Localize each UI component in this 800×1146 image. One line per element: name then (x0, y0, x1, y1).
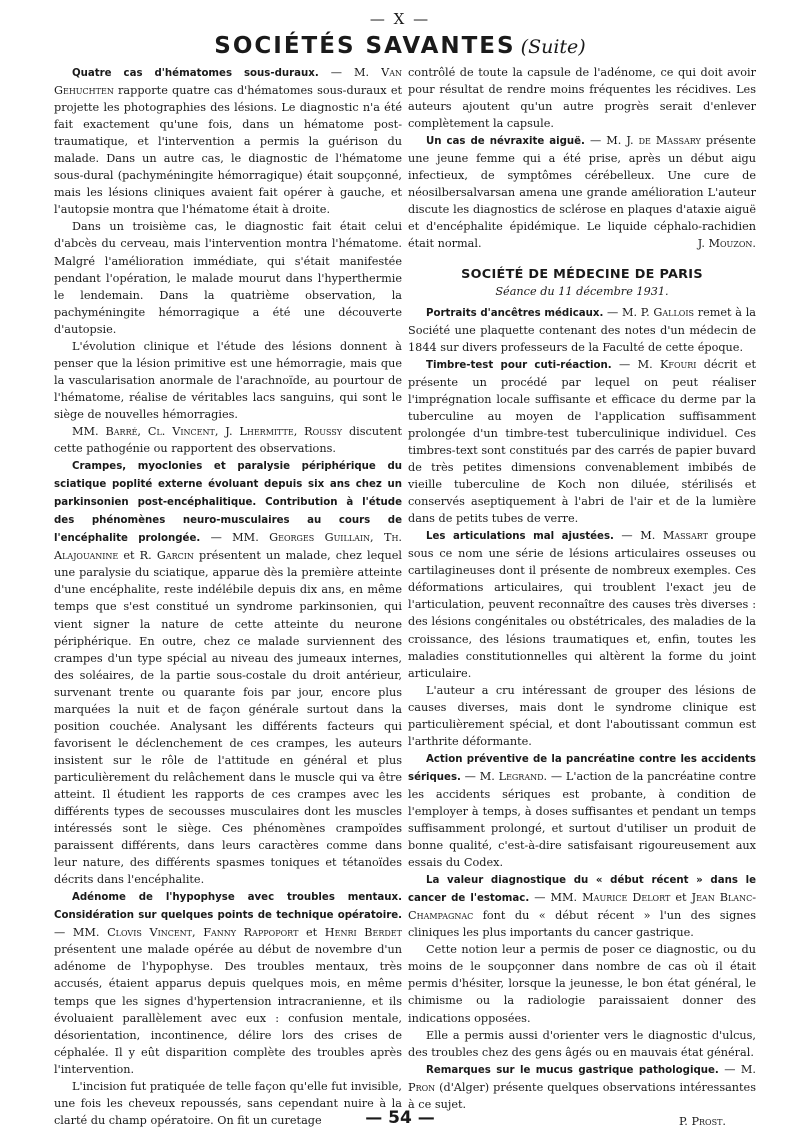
discussant-names: MM. Barré, Cl. Vincent, J. Lhermitte, Roussy (72, 424, 343, 438)
section-title: SOCIÉTÉ DE MÉDECINE DE PARIS (461, 266, 703, 282)
article-mucus: Remarques sur le mucus gastrique pathologique. — M. Pron (d'Alger) présente quelques observations intéressantes à ce sujet. (408, 1062, 756, 1111)
article-crampes: Crampes, myoclonies et paralysie périphérique du sciatique poplité externe évoluant depuis six ans chez un parkinsonien post-encéphalitique. Contribution à l'étude des phénomènes neuro-musculaires au cours de l'encéphalite prolongée. — MM. Georges Guillain, Th. Alajouanine et R. Garcin présentent un malade, chez lequel une paralysie du sciatique, apparue dès la première atteinte d'une encéphalite, reste indélébile depuis dix ans, en même temps que s'est constitué un syndrome parkinsonien, qui vient signer la nature de cette atteinte du neurone périphérique. En outre, chez ce malade surviennent des crampes d'un type spécial au niveau des jumeaux internes, des soléaires, de la partie sous-costale du droit antérieur, survenant trente ou quarante fois par jour, encore plus marquées la nuit et de façon générale surtout dans la position couchée. Analysant les différents facteurs qui favorisent le déclenchement de ces crampes, les auteurs insistent sur le rôle de l'attitude en général et plus particulièrement du relâchement dans le muscle qui va être atteint. Il étudient les rapports de ces crampes avec les différents types de secousses musculaires dont les muscles intéressés sont le siège. Ces phénomènes crampoïdes paraissent différents, dans leurs caractères comme dans leur nature, des différents spasmes toniques et tétanoïdes décrits dans l'encéphalite. (54, 461, 402, 887)
article-debut-recent: La valeur diagnostique du « début récent » dans le cancer de l'estomac. — MM. Maurice Delort et Jean Blanc-Champagnac font du « début récent » l'un des signes cliniques les plus importants du cancer gastrique. (408, 875, 756, 940)
author-name: Garcin (156, 549, 194, 563)
article-adenome: Adénome de l'hypophyse avec troubles mentaux. Considération sur quelques points de technique opératoire. — MM. Clovis Vincent, Fanny Rappoport et Henri Berdet présentent une malade opérée au début de novembre d'un adénome de l'hypophyse. Des troubles mentaux, très accusés, étaient apparus depuis quelques mois, en même temps que les signes d'hypertension intracranienne, et ils évoluaient parallèlement avec eux : confusion mentale, désorientation, incontinence, délire lors des crises de céphalée. Il y eût disparition complète des troubles après l'intervention. (54, 892, 402, 1076)
author-name: Massart (662, 529, 708, 543)
author-name: Gallois (653, 305, 694, 319)
author-name: Legrand (498, 769, 544, 783)
masthead-suite: (Suite) (520, 36, 586, 58)
author-name: Jean Blanc-Champagnac (408, 891, 756, 923)
article-heading: Un cas de névraxite aiguë. (426, 136, 585, 148)
article-heading: Adénome de l'hypophyse avec troubles mentaux. Considération sur quelques points de technique opératoire. (54, 892, 402, 922)
article-heading: Les articulations mal ajustées. (426, 531, 614, 543)
signature: P. Prost. (679, 1114, 726, 1128)
article-heading: Crampes, myoclonies et paralysie périphérique du sciatique poplité externe évoluant depuis six ans chez un parkinsonien post-encéphalitique. Contribution à l'étude des phénomènes neuro-musculaires au cours de l'encéphalite prolongée. (54, 461, 402, 545)
paragraph: Cette notion leur a permis de poser ce diagnostic, ou du moins de le soupçonner dans nombre de cas où il était permis d'hésiter, lorsque la jeunesse, le bon état général, le chimisme ou la radiologie paraissaient donner des indications opposées. (408, 943, 756, 1025)
discussion-paragraph: MM. Barré, Cl. Vincent, J. Lhermitte, Roussy discutent cette pathogénie ou rapportent des observations. (54, 424, 403, 456)
paragraph: Elle a permis aussi d'orienter vers le diagnostic d'ulcus, des troubles chez des gens âgés ou en mauvais état général. (408, 1028, 756, 1059)
article-heading: Action préventive de la pancréatine contre les accidents sériques. (408, 753, 756, 783)
paragraph: L'auteur a cru intéressant de grouper des lésions de causes diverses, mais dont le syndrome clinique est particulièrement spécial, et dont l'aboutissant commun est l'arthrite déformante. (408, 683, 756, 748)
section-date: Séance du 11 décembre 1931. (495, 284, 669, 298)
article-heading: Remarques sur le mucus gastrique pathologique. (426, 1064, 719, 1076)
article-heading: La valeur diagnostique du « début récent » dans le cancer de l'estomac. (408, 875, 756, 905)
signature: J. Mouzon. (697, 237, 756, 251)
continued-paragraph: contrôlé de toute la capsule de l'adénome, ce qui doit avoir pour résultat de rendre moins fréquentes les récidives. Les auteurs ajoutent qu'un autre progrès serait d'enlever complètement la capsule. (408, 66, 756, 131)
article-heading: Timbre-test pour cuti-réaction. (426, 359, 612, 371)
paragraph: Dans un troisième cas, le diagnostic fait était celui d'abcès du cerveau, mais l'intervention montra l'hématome. Malgré l'amélioration immédiate, qui s'était manifestée pendant l'opération, le malade mourut dans l'hyperthermie le lendemain. Dans la quatrième observation, la pachyméningite hémorragique a été une découverte d'autopsie. (54, 220, 402, 336)
article-heading: Quatre cas d'hématomes sous-duraux. (72, 68, 319, 79)
author-name: de Massary (638, 134, 701, 148)
article-timbre-test: Timbre-test pour cuti-réaction. — M. Kfouri décrit et présente un procédé par lequel on peut réaliser l'imprégnation locale suffisante et efficace du derme par la tuberculine au moyen de l'application suffisamment prolongée d'un timbre-test tuberculinique individuel. Ces timbres-text sont constitués par des carrés de papier buvard de très petites dimensions convenablement imbibés de vieille tuberculine de Koch non diluée, stérilisés et conservés aseptiquement à l'abri de l'air et de la lumière dans de petits tubes de verre. (408, 357, 756, 526)
right-column (408, 64, 756, 1130)
author-name: Maurice Delort (582, 891, 671, 905)
article-nevraxite: Un cas de névraxite aiguë. — M. J. de Massary présente une jeune femme qui a été prise, après un début aigu infectieux, de symptômes cérébelleux. Une cure de néosilbersalvarsan amena une grande amélioration L'auteur discute les diagnostics de sclérose en plaques d'ataxie aiguë et d'encéphalite épidémique. Le liquide céphalo-rachidien était normal. J. Mouzon. (408, 132, 756, 252)
left-column (54, 64, 402, 1129)
author-names: Clovis Vincent, Fanny Rappoport (107, 926, 299, 940)
page-number: — 54 — (365, 1108, 435, 1128)
author-names: Georges Guillain, Th. Alajouanine (54, 531, 402, 563)
article-pancreatine: Action préventive de la pancréatine contre les accidents sériques. — M. Legrand. — L'action de la pancréatine contre les accidents sériques est probante, à condition de l'employer à temps, à doses suffisantes et pendant un temps suffisamment prolongé, et surtout d'utiliser un produit de bonne qualité, c'est-à-dire satisfaisant rigoureusement aux essais du Codex. (408, 753, 756, 870)
paragraph: L'évolution clinique et l'étude des lésions donnent à penser que la lésion primitive est une hémorragie, mais que la vascularisation anormale de l'arachnoïde, au pourtour de l'hématome, réalise de véritables lacs sanguins, qui sont le siège de nouvelles hémorragies. (54, 339, 402, 421)
paragraph: L'incision fut pratiquée de telle façon qu'elle fut invisible, une fois les cheveux repoussés, sans cependant nuire à la clarté du champ opératoire. On fit un curetage (54, 1079, 402, 1127)
article-hematomes: Quatre cas d'hématomes sous-duraux. — M. Van Gehuchten rapporte quatre cas d'hématomes sous-duraux et projette les photographies des lésions. Le diagnostic n'a été fait exactement qu'une fois, dans un hématome post-traumatique, et l'intervention a permis la guérison du malade. Dans un autre cas, le diagnostic de l'hématome sous-dural (pachyméningite hémorragique) était soupçonné, mais les lésions cliniques avaient fait opérer à gauche, et l'autopsie montra que l'hématome était à droite. (54, 66, 402, 217)
roman-folio: — X — (369, 10, 431, 28)
masthead-title: SOCIÉTÉS SAVANTES (214, 33, 516, 59)
article-portraits: Portraits d'ancêtres médicaux. — M. P. Gallois remet à la Société une plaquette contenant des notes d'un médecin de 1844 sur divers professeurs de la Faculté de cette époque. (408, 305, 757, 354)
author-name: Kfouri (660, 357, 697, 371)
article-heading: Portraits d'ancêtres médicaux. (426, 307, 604, 319)
article-articulations: Les articulations mal ajustées. — M. Massart groupe sous ce nom une série de lésions articulaires osseuses ou cartilagineuses dont il présente de nombreux exemples. Ces déformations articulaires, qui troublent l'exact jeu de l'articulation, peuvent reconnaître des causes très diverses : des lésions congénitales ou obstétricales, des maladies de la croissance, des lésions traumatiques et, enfin, toutes les maladies constitutionnelles qui altèrent la forme du joint articulaire. (408, 529, 756, 680)
author-name: Pron (408, 1080, 436, 1094)
masthead (0, 33, 800, 59)
author-name: Henri Berdet (324, 926, 402, 940)
author-name: Van Gehuchten (54, 66, 402, 98)
